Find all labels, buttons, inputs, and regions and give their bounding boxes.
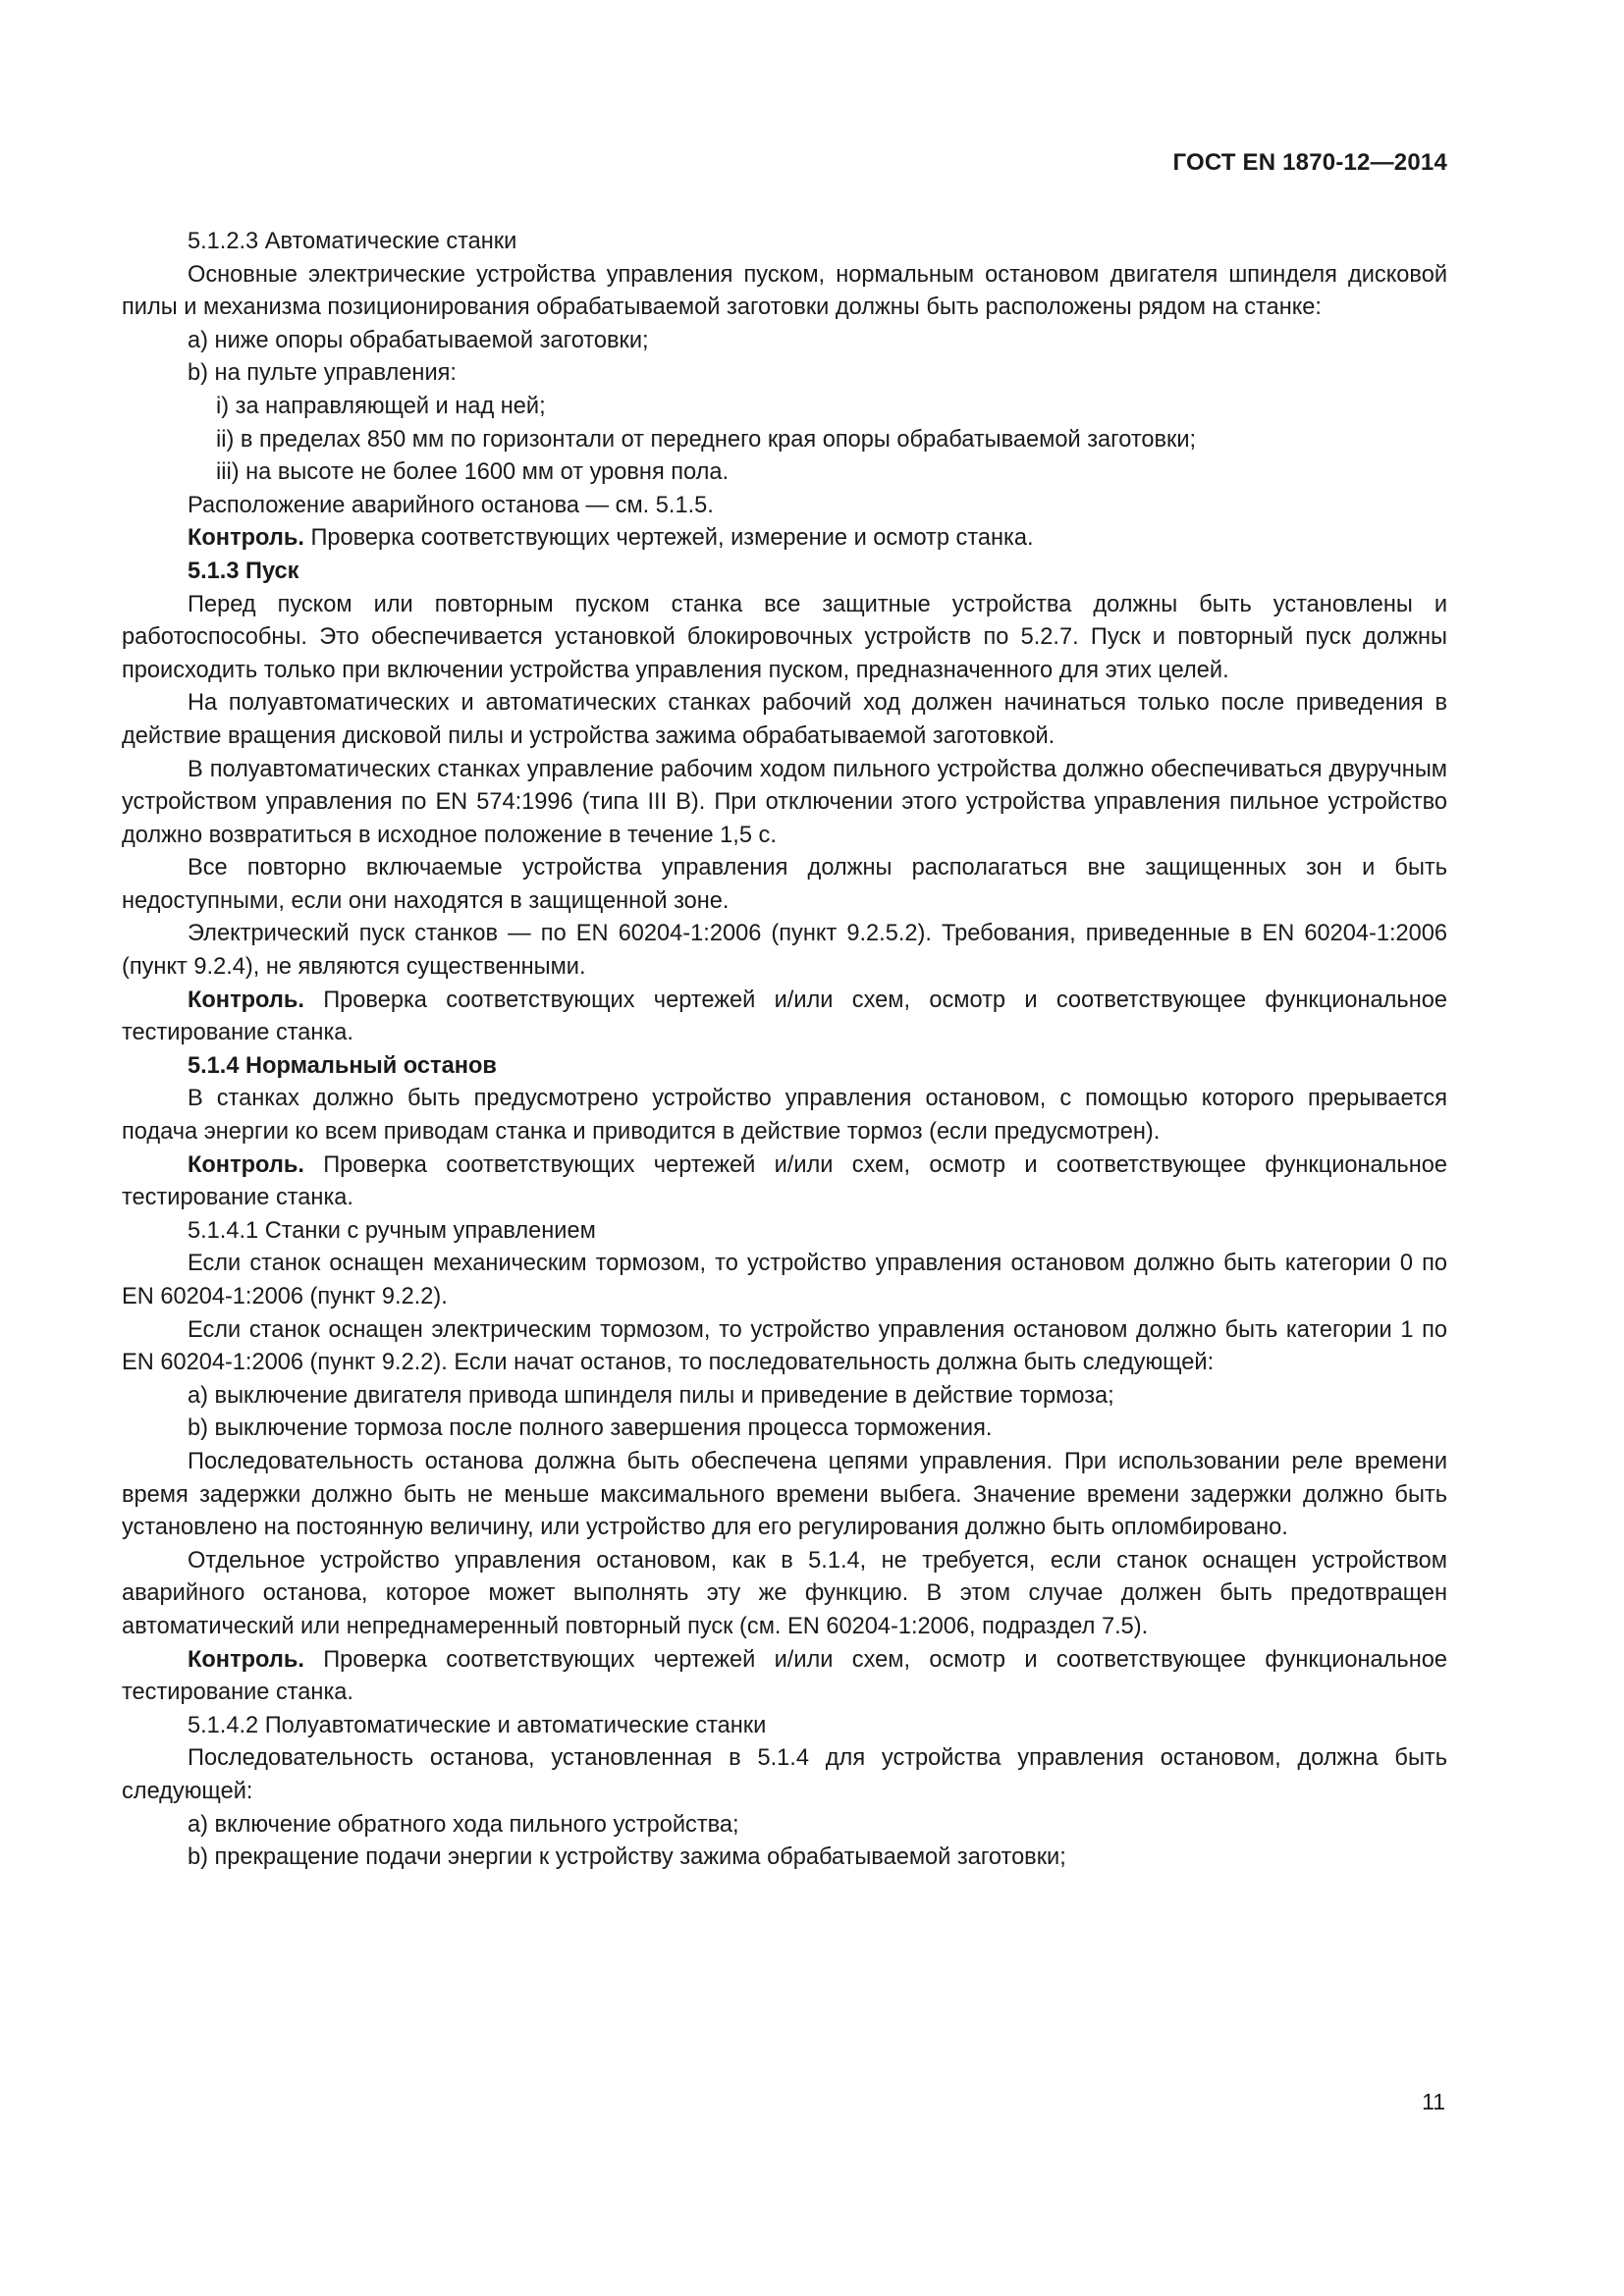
control-text: Проверка соответствующих чертежей и/или схем, осмотр и соответствующее функциональное тестирование станка. bbox=[122, 987, 1447, 1046]
control-label: Контроль. bbox=[188, 987, 304, 1013]
paragraph: Все повторно включаемые устройства управления должны располагаться вне защищенных зон и быть недоступными, если они находятся в защищенной зоне. bbox=[122, 855, 1447, 914]
control-label: Контроль. bbox=[188, 1646, 304, 1673]
list-item: b) прекращение подачи энергии к устройству зажима обрабатываемой заготовки; bbox=[188, 1844, 1066, 1871]
control-label: Контроль. bbox=[188, 525, 304, 552]
sub-list-item: ii) в пределах 850 мм по горизонтали от переднего края опоры обрабатываемой заготовки; bbox=[216, 426, 1197, 453]
control-label: Контроль. bbox=[188, 1151, 304, 1178]
section-title: 5.1.2.3 Автоматические станки bbox=[188, 229, 517, 254]
sub-list-item: iii) на высоте не более 1600 мм от уровня пола. bbox=[216, 459, 730, 486]
control-paragraph bbox=[122, 1149, 1447, 1215]
control-text: Проверка соответствующих чертежей и/или схем, осмотр и соответствующее функциональное тестирование станка. bbox=[122, 1151, 1447, 1211]
list-item: a) включение обратного хода пильного устройства; bbox=[188, 1811, 739, 1838]
list-item: a) выключение двигателя привода шпинделя пилы и приведение в действие тормоза; bbox=[188, 1382, 1114, 1409]
control-text: Проверка соответствующих чертежей, измерение и осмотр станка. bbox=[303, 525, 1034, 552]
sub-list-item: i) за направляющей и над ней; bbox=[216, 393, 546, 419]
paragraph: В станках должно быть предусмотрено устройство управления остановом, с помощью которого прерывается подача энергии ко всем приводам станка и приводится в действие тормоз (если предусмотрен). bbox=[122, 1086, 1447, 1146]
list-item: b) на пульте управления: bbox=[188, 360, 457, 387]
section-title: 5.1.4.1 Станки с ручным управлением bbox=[188, 1217, 596, 1244]
paragraph: Последовательность останова, установленная в 5.1.4 для устройства управления остановом, должна быть следующей: bbox=[122, 1745, 1447, 1804]
paragraph: Перед пуском или повторным пуском станка все защитные устройства должны быть установлены и работоспособны. Это обеспечивается установкой блокировочных устройств по 5.2.7. Пуск и повторный пуск должны происходить только при включении устройства управления пуском, предназначенного для этих целей. bbox=[122, 591, 1447, 683]
control-paragraph bbox=[122, 522, 1447, 556]
document-body bbox=[122, 226, 1447, 1875]
control-paragraph bbox=[122, 1644, 1447, 1710]
paragraph: Последовательность останова должна быть обеспечена цепями управления. При использовании реле времени время задержки должно быть не меньше максимального времени выбега. Значение времени задержки должно быть установлено на постоянную величину, или устройство для его регулирования должно быть опломбировано. bbox=[122, 1448, 1447, 1541]
control-text: Проверка соответствующих чертежей и/или схем, осмотр и соответствующее функциональное тестирование станка. bbox=[122, 1646, 1447, 1706]
paragraph: На полуавтоматических и автоматических станках рабочий ход должен начинаться только после приведения в действие вращения дисковой пилы и устройства зажима обрабатываемой заготовкой. bbox=[122, 690, 1447, 749]
section-heading: 5.1.4 Нормальный останов bbox=[188, 1052, 497, 1079]
paragraph: Если станок оснащен механическим тормозом, то устройство управления остановом должно быть категории 0 по EN 60204-1:2006 (пункт 9.2.2). bbox=[122, 1251, 1447, 1309]
paragraph: Расположение аварийного останова — см. 5.1.5. bbox=[188, 492, 714, 518]
section-title: 5.1.4.2 Полуавтоматические и автоматические станки bbox=[188, 1712, 767, 1738]
control-paragraph bbox=[122, 985, 1447, 1050]
paragraph: Электрический пуск станков — по EN 60204-1:2006 (пункт 9.2.5.2). Требования, приведенные в EN 60204-1:2006 (пункт 9.2.4), не являются существенными. bbox=[122, 921, 1447, 981]
document-header: ГОСТ EN 1870-12—2014 bbox=[1172, 149, 1447, 176]
page-number: 11 bbox=[1422, 2089, 1445, 2114]
list-item: b) выключение тормоза после полного завершения процесса торможения. bbox=[188, 1415, 993, 1442]
paragraph: Основные электрические устройства управления пуском, нормальным остановом двигателя шпинделя дисковой пилы и механизма позиционирования обрабатываемой заготовки должны быть расположены рядом на станке: bbox=[122, 261, 1447, 321]
section-heading: 5.1.3 Пуск bbox=[188, 558, 299, 584]
list-item: a) ниже опоры обрабатываемой заготовки; bbox=[188, 327, 649, 353]
paragraph: В полуавтоматических станках управление рабочим ходом пильного устройства должно обеспечиваться двуручным устройством управления по EN 574:1996 (типа III B). При отключении этого устройства управления пильное устройство должно возвратиться в исходное положение в течение 1,5 с. bbox=[122, 756, 1447, 848]
paragraph: Если станок оснащен электрическим тормозом, то устройство управления остановом должно быть категории 1 по EN 60204-1:2006 (пункт 9.2.2). Если начат останов, то последовательность должна быть следующей: bbox=[122, 1316, 1447, 1376]
paragraph: Отдельное устройство управления остановом, как в 5.1.4, не требуется, если станок оснащен устройством аварийного останова, которое может выполнять эту же функцию. В этом случае должен быть предотвращен автоматический или непреднамеренный повторный пуск (см. EN 60204-1:2006, подраздел 7.5). bbox=[122, 1547, 1447, 1639]
